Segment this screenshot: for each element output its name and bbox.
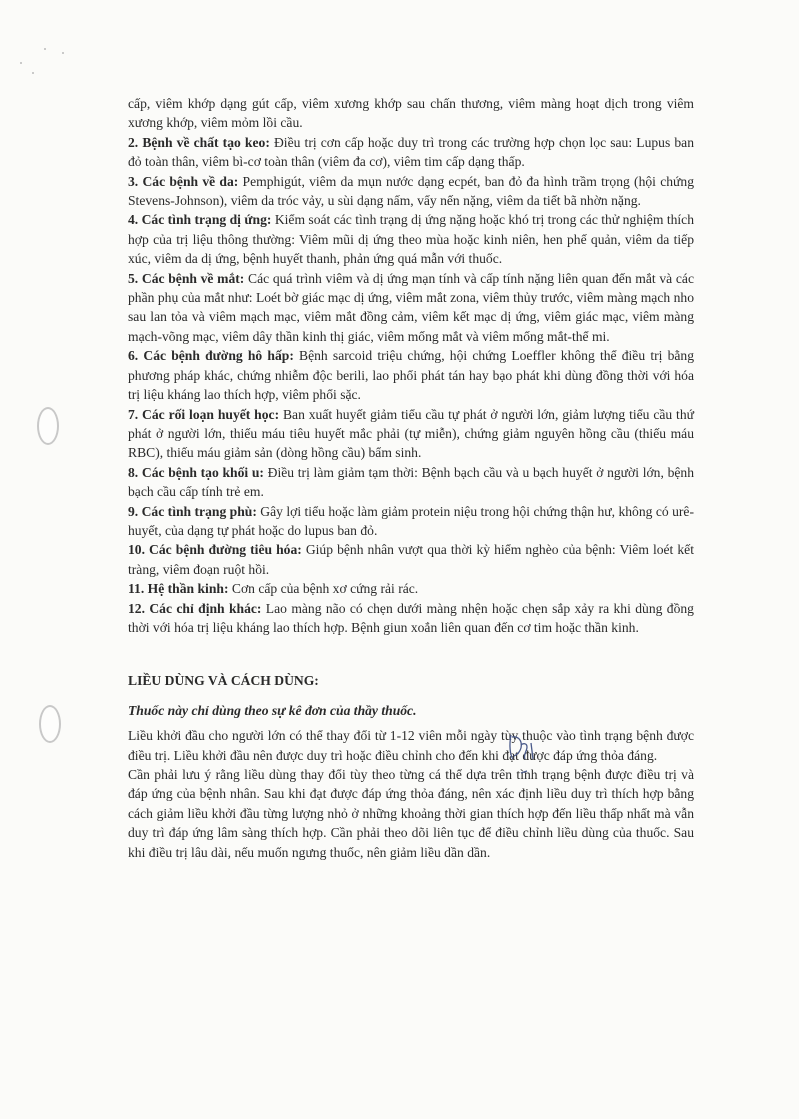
scan-speck xyxy=(32,72,34,74)
scan-speck xyxy=(44,48,46,50)
paragraph: 6. Các bệnh đường hô hấp: Bệnh sarcoid triệu chứng, hội chứng Loeffler không thể điều trị bằng phương pháp khác, chứng nhiễm độc berili, lao phổi phát tán hay bạo phát khi dùng đồng thời với hóa trị liệu kháng lao thích hợp, viêm phổi sặc. xyxy=(128,348,694,403)
dosage-paragraph: Cần phải lưu ý rằng liều dùng thay đổi tùy theo từng cá thể dựa trên tình trạng bệnh được điều trị và đáp ứng của bệnh nhân. Sau khi đạt được đáp ứng thỏa đáng, nên xác định liều duy trì thích hợp bằng cách giảm liều khởi đầu từng lượng nhỏ ở những khoảng thời gian thích hợp đến liều thấp nhất mà vẫn duy trì đáp ứng lâm sàng thích hợp. Cần phải theo dõi liên tục để điều chỉnh liều dùng của thuốc. Sau khi điều trị lâu dài, nếu muốn ngưng thuốc, nên giảm liều dần dần. xyxy=(128,767,694,860)
prescription-note: Thuốc này chỉ dùng theo sự kê đơn của thầy thuốc. xyxy=(128,702,417,718)
paragraph: 3. Các bệnh về da: Pemphigút, viêm da mụn nước dạng ecpét, ban đỏ đa hình trầm trọng (hội chứng Stevens-Johnson), viêm da tróc vảy, u sùi dạng nấm, vẩy nến nặng, viêm da tiết bã nhờn nặng. xyxy=(128,173,694,209)
paragraph: 2. Bệnh về chất tạo keo: Điều trị cơn cấp hoặc duy trì trong các trường hợp chọn lọc sau: Lupus ban đỏ toàn thân, viêm bì-cơ toàn thân (viêm đa cơ), viêm tim cấp dạng thấp. xyxy=(128,134,695,170)
paragraph: cấp, viêm khớp dạng gút cấp, viêm xương khớp sau chấn thương, viêm màng hoạt dịch trong viêm xương khớp, viêm mỏm lồi cầu. xyxy=(128,96,694,131)
initials-signature xyxy=(505,729,545,779)
punch-hole xyxy=(37,407,59,445)
paragraph: 4. Các tình trạng dị ứng: Kiểm soát các tình trạng dị ứng nặng hoặc khó trị trong các thử nghiệm thích hợp của trị liệu thông thường: Viêm mũi dị ứng theo mùa hoặc kinh niên, hen phế quản, viêm da tiếp xúc, viêm da dị ứng, bệnh huyết thanh, phản ứng quá mẫn với thuốc. xyxy=(128,212,694,267)
paragraph: 12. Các chỉ định khác: Lao màng não có chẹn dưới màng nhện hoặc chẹn sắp xảy ra khi dùng đồng thời với hóa trị liệu kháng lao thích hợp. Bệnh giun xoắn liên quan đến cơ tim hoặc thần kinh. xyxy=(128,600,694,635)
scan-speck xyxy=(20,62,22,64)
punch-hole xyxy=(39,705,61,743)
paragraph: 10. Các bệnh đường tiêu hóa: Giúp bệnh nhân vượt qua thời kỳ hiểm nghèo của bệnh: Viêm loét kết tràng, viêm đoạn ruột hồi. xyxy=(128,542,694,577)
paragraph: 7. Các rối loạn huyết học: Ban xuất huyết giảm tiểu cầu tự phát ở người lớn, giảm lượng tiểu cầu thứ phát ở người lớn, thiếu máu tiêu huyết mắc phải (tự miễn), chứng giảm nguyên hồng cầu (thiếu máu RBC), thiếu máu giảm sản (dòng hồng cầu) bẩm sinh. xyxy=(128,406,694,461)
scan-speck xyxy=(62,52,64,54)
paragraph: 5. Các bệnh về mắt: Các quá trình viêm và dị ứng mạn tính và cấp tính nặng liên quan đến mắt và các phần phụ của mắt như: Loét bờ giác mạc dị ứng, viêm mắt zona, viêm thủy trước, viêm màng mạch nho sau lan tỏa và viêm mạch mạc, viêm mắt đồng cảm, viêm kết mạc dị ứng, viêm giác mạc, viêm màng mạch-võng mạc, viêm dây thần kinh thị giác, viêm mống mắt và viêm mống mắt-thể mi. xyxy=(128,270,694,344)
paragraph: 8. Các bệnh tạo khối u: Điều trị làm giảm tạm thời: Bệnh bạch cầu và u bạch huyết ở người lớn, bệnh bạch cầu cấp tính trẻ em. xyxy=(128,464,694,500)
section-heading: LIỀU DÙNG VÀ CÁCH DÙNG: xyxy=(128,673,319,689)
paragraph: 9. Các tình trạng phù: Gây lợi tiểu hoặc làm giảm protein niệu trong hội chứng thận hư, không có urê-huyết, của dạng tự phát hoặc do lupus ban đỏ. xyxy=(128,503,694,538)
dosage-paragraph: Liều khởi đầu cho người lớn có thể thay đổi từ 1-12 viên mỗi ngày tùy thuộc vào tình trạng bệnh được điều trị. Liều khởi đầu nên được duy trì hoặc điều chỉnh cho đến khi đạt được đáp ứng thỏa đáng. xyxy=(128,728,694,763)
paragraph: 11. Hệ thần kinh: Cơn cấp của bệnh xơ cứng rải rác. xyxy=(128,581,419,597)
document-body xyxy=(128,94,694,862)
